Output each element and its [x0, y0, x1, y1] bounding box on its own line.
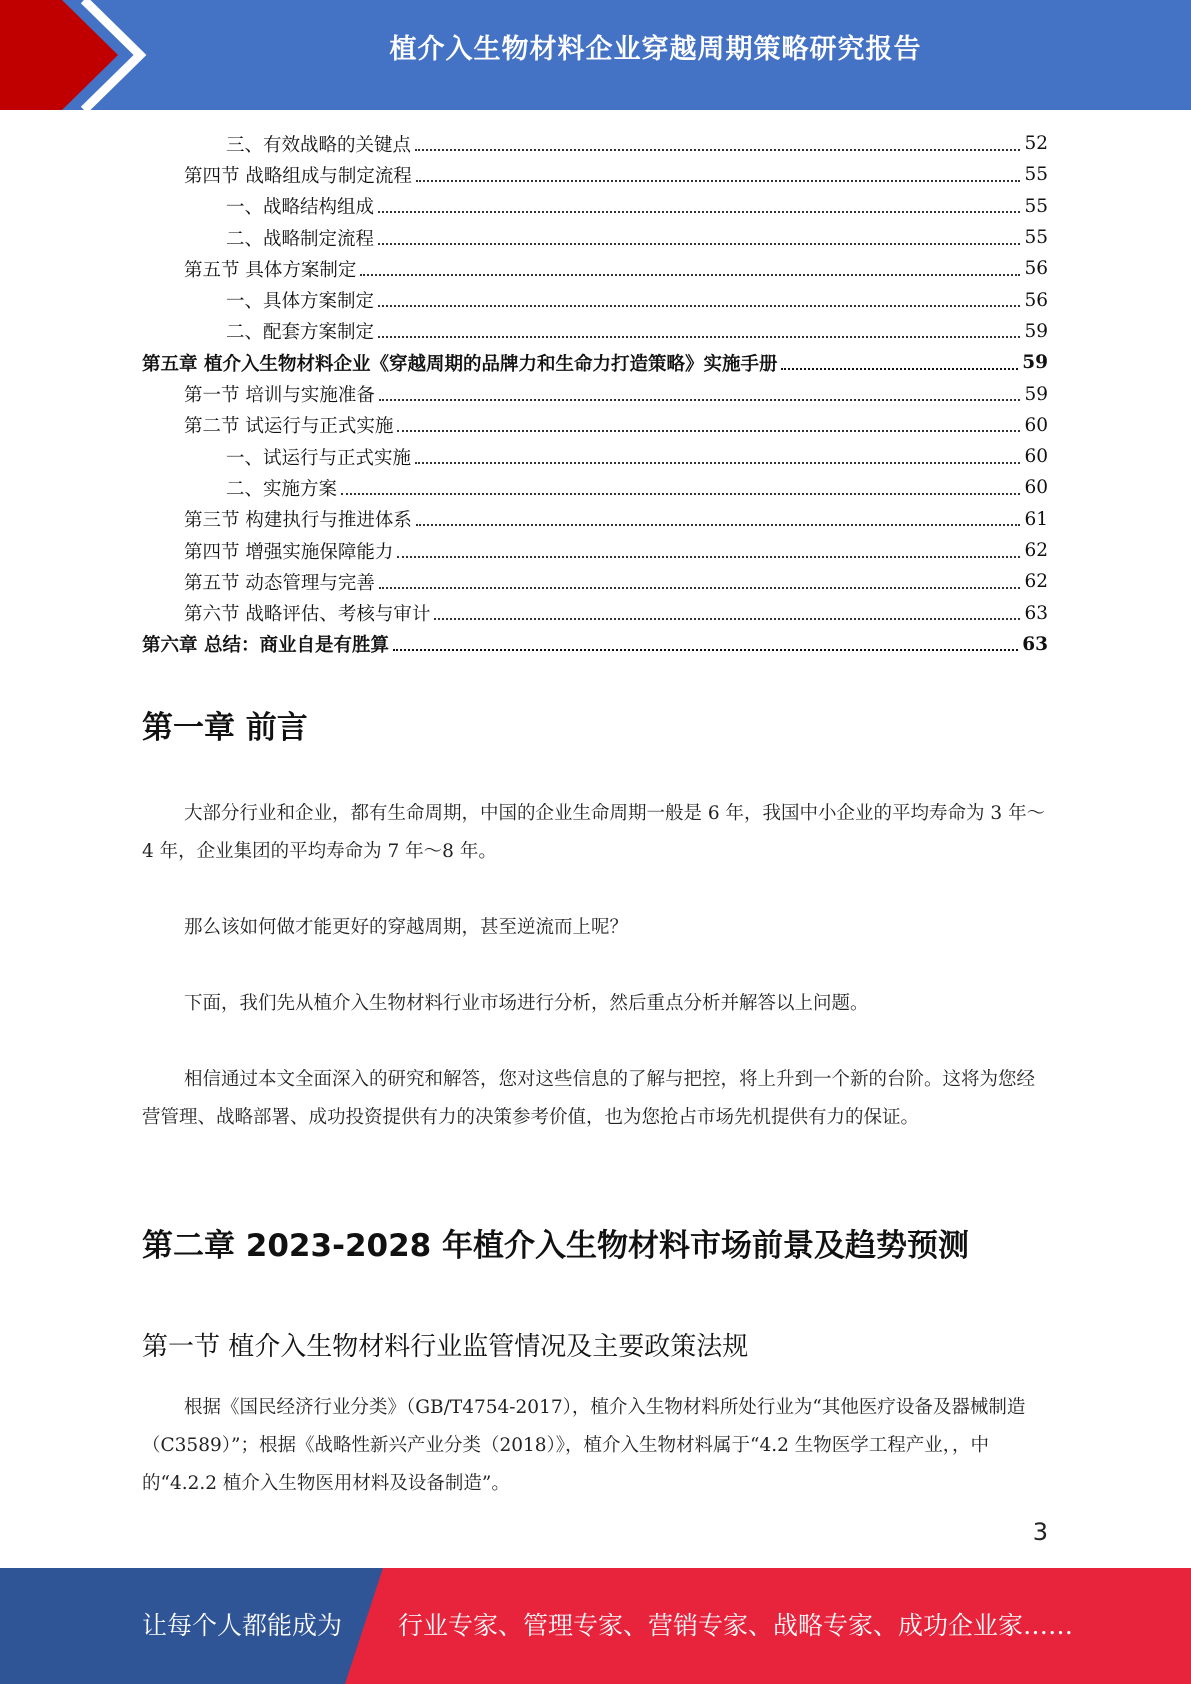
toc-entry-title: 二、配套方案制定 [226, 322, 375, 344]
toc-entry-page: 55 [1024, 227, 1048, 249]
toc-entry[interactable] [142, 566, 1048, 597]
paragraph: 相信通过本文全面深入的研究和解答，您对这些信息的了解与把控，将上升到一个新的台阶。这将为您经营管理、战略部署、成功投资提供有力的决策参考价值，也为您抢占市场先机提供有力的保证。 [142, 1069, 1036, 1128]
toc-dot-leader [416, 524, 1021, 526]
toc-entry-page: 59 [1024, 320, 1048, 342]
toc-dot-leader [379, 587, 1021, 589]
toc-entry[interactable] [142, 504, 1048, 535]
page-number: 3 [1032, 1518, 1048, 1546]
toc-dot-leader [416, 180, 1021, 182]
toc-entry-page: 62 [1024, 540, 1048, 561]
toc-entry-page: 56 [1024, 258, 1048, 280]
toc-entry-page: 60 [1024, 477, 1048, 499]
toc-entry[interactable] [142, 253, 1048, 284]
header-chevron-icon [0, 0, 160, 110]
toc-entry[interactable] [142, 222, 1048, 253]
toc-entry-title: 第五节 具体方案制定 [184, 259, 357, 281]
toc-dot-leader [378, 243, 1020, 245]
toc-entry[interactable] [142, 441, 1048, 472]
toc-entry[interactable] [142, 378, 1048, 409]
toc-entry-page: 60 [1024, 446, 1048, 468]
toc-entry[interactable] [142, 410, 1048, 441]
toc-entry-title: 一、具体方案制定 [226, 291, 375, 313]
section-heading: 第一节 植介入生物材料行业监管情况及主要政策法规 [142, 1332, 749, 1362]
footer-slogan-left: 让每个人都能成为 [142, 1611, 343, 1640]
toc-entry-title: 第五章 植介入生物材料企业《穿越周期的品牌力和生命力打造策略》实施手册 [142, 353, 778, 375]
toc-entry-title: 第四节 增强实施保障能力 [184, 541, 394, 563]
toc-entry-title: 第二节 试运行与正式实施 [184, 416, 394, 438]
toc-dot-leader [378, 336, 1020, 338]
toc-dot-leader [378, 305, 1020, 307]
toc-entry-title: 第一节 培训与实施准备 [184, 385, 375, 407]
toc-entry-title: 第四节 战略组成与制定流程 [184, 165, 412, 187]
toc-entry-page: 63 [1024, 602, 1048, 624]
toc-dot-leader [397, 556, 1020, 558]
toc-entry[interactable] [142, 191, 1048, 222]
paragraph: 下面，我们先从植介入生物材料行业市场进行分析，然后重点分析并解答以上问题。 [184, 993, 869, 1014]
toc-entry[interactable] [142, 347, 1048, 378]
toc-entry-page: 55 [1024, 164, 1048, 186]
toc-entry-page: 63 [1022, 633, 1048, 655]
toc-dot-leader [378, 211, 1020, 213]
toc-entry-title: 第六节 战略评估、考核与审计 [184, 604, 431, 626]
toc-dot-leader [434, 618, 1020, 620]
toc-entry-page: 52 [1024, 133, 1048, 155]
paragraph: 大部分行业和企业，都有生命周期，中国的企业生命周期一般是 6 年，我国中小企业的平均寿命为 3 年～4 年，企业集团的平均寿命为 7 年～8 年。 [142, 803, 1046, 862]
toc-entry[interactable] [142, 629, 1048, 660]
toc-dot-leader [415, 462, 1020, 464]
toc-entry-title: 二、战略制定流程 [226, 228, 375, 250]
toc-entry-title: 一、试运行与正式实施 [226, 447, 412, 469]
toc-dot-leader [341, 493, 1020, 495]
toc-entry-page: 62 [1024, 571, 1048, 593]
toc-entry[interactable] [142, 316, 1048, 347]
toc-dot-leader [415, 149, 1020, 151]
paragraph: 根据《国民经济行业分类》（GB/T4754-2017），植介入生物材料所处行业为“其他医疗设备及器械制造（C3589）”；根据《战略性新兴产业分类（2018）》，植介入生物材料属于“4.2 生物医学工程产业，，中的“4.2.2 植介入生物医用材料及设备制造”。 [142, 1397, 1026, 1494]
toc-entry[interactable] [142, 472, 1048, 503]
toc-entry[interactable] [142, 284, 1048, 315]
toc-entry-title: 二、实施方案 [226, 478, 338, 500]
page-header [0, 0, 1191, 110]
toc-entry-title: 第六章 总结：商业自是有胜算 [142, 635, 389, 657]
toc-entry-page: 55 [1024, 195, 1048, 217]
toc-entry-page: 56 [1024, 289, 1048, 311]
footer-slogan-right: 行业专家、管理专家、营销专家、战略专家、成功企业家…… [398, 1611, 1074, 1640]
toc-entry-page: 60 [1024, 414, 1048, 436]
paragraph: 那么该如何做才能更好的穿越周期，甚至逆流而上呢？ [184, 917, 629, 938]
toc-entry-title: 第五节 动态管理与完善 [184, 572, 375, 594]
header-title: 植介入生物材料企业穿越周期策略研究报告 [389, 34, 922, 65]
toc-dot-leader [781, 368, 1018, 370]
toc-entry-page: 59 [1022, 352, 1048, 374]
toc-entry-title: 第三节 构建执行与推进体系 [184, 510, 412, 532]
chapter-2-heading: 第二章 2023-2028 年植介入生物材料市场前景及趋势预测 [142, 1228, 970, 1264]
table-of-contents [142, 128, 1048, 660]
toc-entry-title: 三、有效战略的关键点 [226, 134, 412, 156]
toc-entry-page: 59 [1024, 383, 1048, 405]
chapter-1-heading: 第一章 前言 [142, 710, 308, 746]
toc-dot-leader [397, 430, 1020, 432]
toc-entry[interactable] [142, 128, 1048, 159]
toc-entry[interactable] [142, 535, 1048, 566]
toc-entry[interactable] [142, 159, 1048, 190]
toc-entry-title: 一、战略结构组成 [226, 197, 375, 219]
toc-entry-page: 61 [1024, 508, 1048, 530]
toc-entry[interactable] [142, 597, 1048, 628]
toc-dot-leader [360, 274, 1020, 276]
page-footer [0, 1568, 1191, 1684]
toc-dot-leader [393, 649, 1018, 651]
toc-dot-leader [379, 399, 1021, 401]
